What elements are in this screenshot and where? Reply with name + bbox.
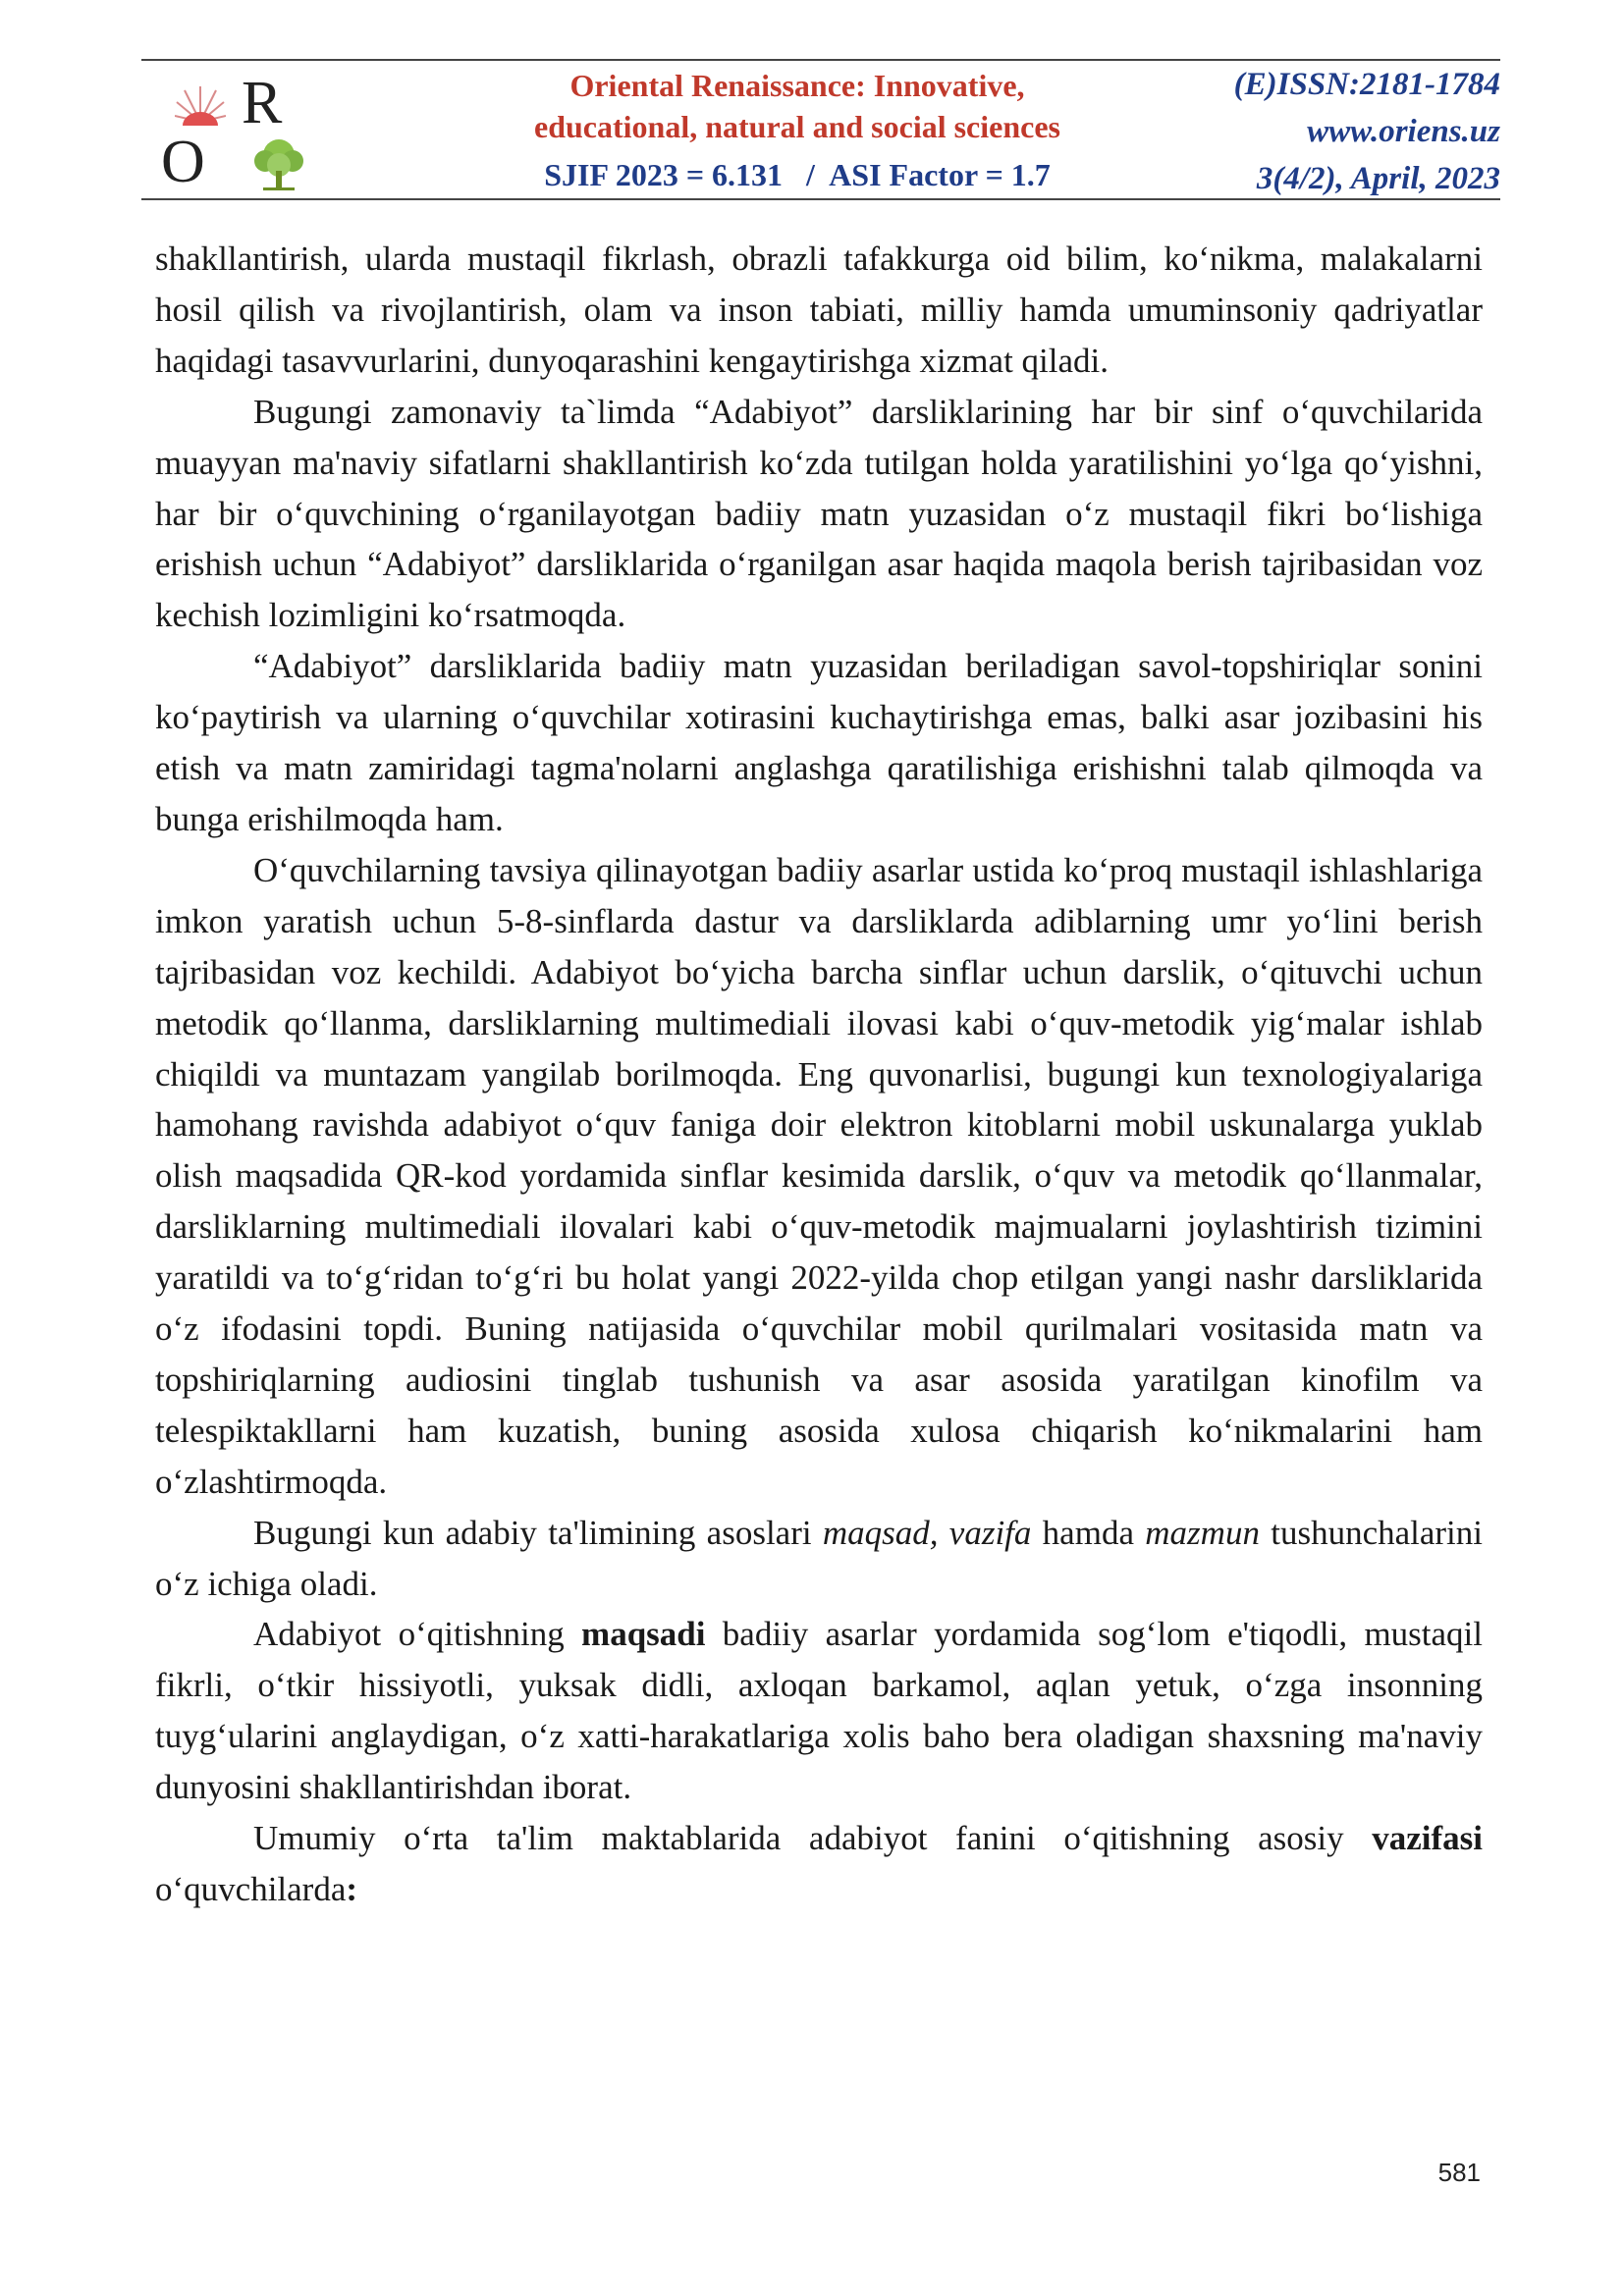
issn: (E)ISSN:2181-1784 bbox=[1233, 67, 1500, 102]
p5-text: Bugungi kun adabiy ta'limining asoslari bbox=[253, 1513, 823, 1552]
p5-italic-terms: maqsad, vazifa bbox=[822, 1513, 1032, 1552]
header-bottom-rule bbox=[141, 198, 1500, 200]
impact-factor: SJIF 2023 = 6.131 / ASI Factor = 1.7 bbox=[544, 157, 1051, 192]
journal-title bbox=[454, 65, 1141, 147]
logo-letter-o: O bbox=[161, 129, 205, 195]
logo-letter-r: R bbox=[242, 70, 283, 136]
p6-bold-term: maqsadi bbox=[581, 1615, 706, 1654]
p7-bold-colon: : bbox=[346, 1870, 358, 1908]
page-number: 581 bbox=[1437, 2158, 1481, 2187]
journal-title-line-2: educational, natural and social sciences bbox=[533, 109, 1060, 144]
p5-text: hamda bbox=[1031, 1513, 1146, 1552]
paragraph-4: O‘quvchilarning tavsiya qilinayotgan badiiy asarlar ustida ko‘proq mustaqil ishlashlariga imkon yaratish uchun 5-8-sinflarda dastur va darsliklarda adiblarning umr yo‘lini berish tajribasidan voz kechildi. Adabiyot bo‘yicha barcha sinflar uchun darslik, o‘qituvchi uchun metodik qo‘llanma, darsliklarning multimediali ilovasi kabi o‘quv-metodik yig‘malar ishlab chiqildi va muntazam yangilab borilmoqda. Eng quvonarlisi, bugungi kun texnologiyalariga hamohang ravishda adabiyot o‘quv faniga doir elektron kitoblarni mobil uskunalarga yuklab olish maqsadida QR-kod yordamida sinflar kesimida darslik, o‘quv va metodik qo‘llanmalar, darsliklarning multimediali ilovalari kabi o‘quv-metodik majmualarni joylashtirish tizimini yaratildi va to‘g‘ridan to‘g‘ri bu holat yangi 2022-yilda chop etilgan yangi nashr darsliklarida o‘z ifodasini topdi. Buning natijasida o‘quvchilar mobil qurilmalari vositasida matn va topshiriqlarning audiosini tinglab tushunish va asar asosida yaratilgan kinofilm va telespiktakllarni ham kuzatish, buning asosida xulosa chiqarish ko‘nikmalarini ham o‘zlashtirmoqda. bbox=[155, 850, 1483, 1501]
paragraph-7 bbox=[155, 1813, 1483, 1915]
journal-logo bbox=[157, 70, 314, 195]
journal-title-line-1: Oriental Renaissance: Innovative, bbox=[569, 68, 1025, 103]
p6-text: badiiy asarlar yordamida sog‘lom e'tiqodli, mustaqil fikrli, o‘tkir hissiyotli, yuksak didli, axloqan barkamol, aqlan yetuk, o‘zga insonning tuyg‘ularini anglaydigan, o‘z xatti-harakatlariga xolis baho bera oladigan shaxsning ma'naviy dunyosini shakllantirishdan iborat. bbox=[155, 1615, 1483, 1807]
p5-italic-term: mazmun bbox=[1145, 1513, 1260, 1552]
journal-header bbox=[141, 59, 1500, 200]
website: www.oriens.uz bbox=[1307, 114, 1500, 149]
tree-icon bbox=[247, 135, 310, 192]
p6-text: Adabiyot o‘qitishning bbox=[253, 1615, 582, 1654]
journal-meta bbox=[1147, 61, 1500, 202]
rising-sun-icon bbox=[175, 82, 226, 126]
paragraph-5 bbox=[155, 1508, 1483, 1610]
article-body bbox=[155, 234, 1483, 1915]
issue: 3(4/2), April, 2023 bbox=[1256, 161, 1500, 196]
paragraph-1: shakllantirish, ularda mustaqil fikrlash, obrazli tafakkurga oid bilim, ko‘nikma, malakalarni hosil qilish va rivojlantirish, olam va inson tabiati, milliy hamda umuminsoniy qadriyatlar haqidagi tasavvurlarini, dunyoqarashini kengaytirishga xizmat qiladi. bbox=[155, 240, 1483, 380]
p7-text: Umumiy o‘rta ta'lim maktablarida adabiyot fanini o‘qitishning asosiy bbox=[253, 1819, 1373, 1858]
paragraph-2: Bugungi zamonaviy ta`limda “Adabiyot” darsliklarining har bir sinf o‘quvchilarida muayyan ma'naviy sifatlarni shakllantirish ko‘zda tutilgan holda yaratilishini yo‘lga qo‘yishni, har bir o‘quvchining o‘rganilayotgan badiiy matn yuzasidan o‘z mustaqil fikri bo‘lishiga erishish uchun “Adabiyot” darsliklarida o‘rganilgan asar haqida maqola berish tajribasidan voz kechish lozimligini ko‘rsatmoqda. bbox=[155, 392, 1483, 635]
p5-text: tushunchalarini o‘z ichiga oladi. bbox=[155, 1513, 1484, 1603]
p7-bold-term: vazifasi bbox=[1372, 1819, 1483, 1858]
paragraph-3: “Adabiyot” darsliklarida badiiy matn yuzasidan beriladigan savol-topshiriqlar sonini ko‘paytirish va ularning o‘quvchilar xotirasini kuchaytirishga emas, balki asar jozibasini his etish va matn zamiridagi tagma'nolarni anglashga qaratilishiga erishishni talab qilmoqda va bunga erishilmoqda ham. bbox=[155, 647, 1483, 838]
p7-text: o‘quvchilarda bbox=[155, 1870, 347, 1908]
paragraph-6 bbox=[155, 1609, 1483, 1813]
